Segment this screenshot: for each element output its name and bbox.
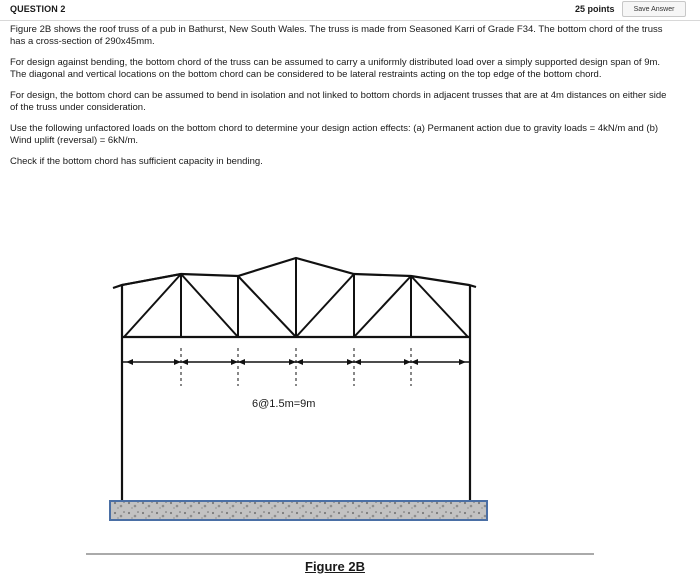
- paragraph-bending: For design against bending, the bottom chord of the truss can be assumed to carry a uniformly distributed load over a simply supported design span of 9m. The diagonal and vertical locations on the bottom chord can be considered to be lateral restraints acting on the top edge of the bottom chord.: [10, 57, 661, 80]
- truss-diagram: [0, 240, 700, 585]
- question-text: [10, 24, 672, 178]
- span-dimension-label: 6@1.5m=9m: [252, 398, 316, 410]
- paragraph-isolation: For design, the bottom chord can be assumed to bend in isolation and not linked to bottom chords in adjacent trusses that are at 4m distances on either side of the truss under consideration.: [10, 90, 667, 113]
- paragraph-loads: Use the following unfactored loads on the bottom chord to determine your design action effects: (a) Permanent action due to gravity loads = 4kN/m and (b) Wind uplift (reversal) = 6kN/m.: [10, 123, 659, 146]
- dimension-ticks: [181, 348, 411, 386]
- question-label: QUESTION 2: [10, 4, 66, 14]
- paragraph-task: Check if the bottom chord has sufficient capacity in bending.: [10, 156, 263, 167]
- truss-verticals: [181, 258, 411, 337]
- truss-figure: [0, 240, 700, 585]
- question-header: [0, 0, 700, 21]
- paragraph-intro: Figure 2B shows the roof truss of a pub in Bathurst, New South Wales. The truss is made from Seasoned Karri of Grade F34. The bottom chord of the truss has a cross-section of 290x45mm.: [10, 24, 663, 47]
- save-answer-button[interactable]: Save Answer: [622, 1, 686, 17]
- points-label: 25 points: [575, 4, 615, 14]
- figure-caption: Figure 2B: [305, 559, 365, 574]
- top-chord: [113, 258, 476, 288]
- foundation-slab: [110, 501, 487, 520]
